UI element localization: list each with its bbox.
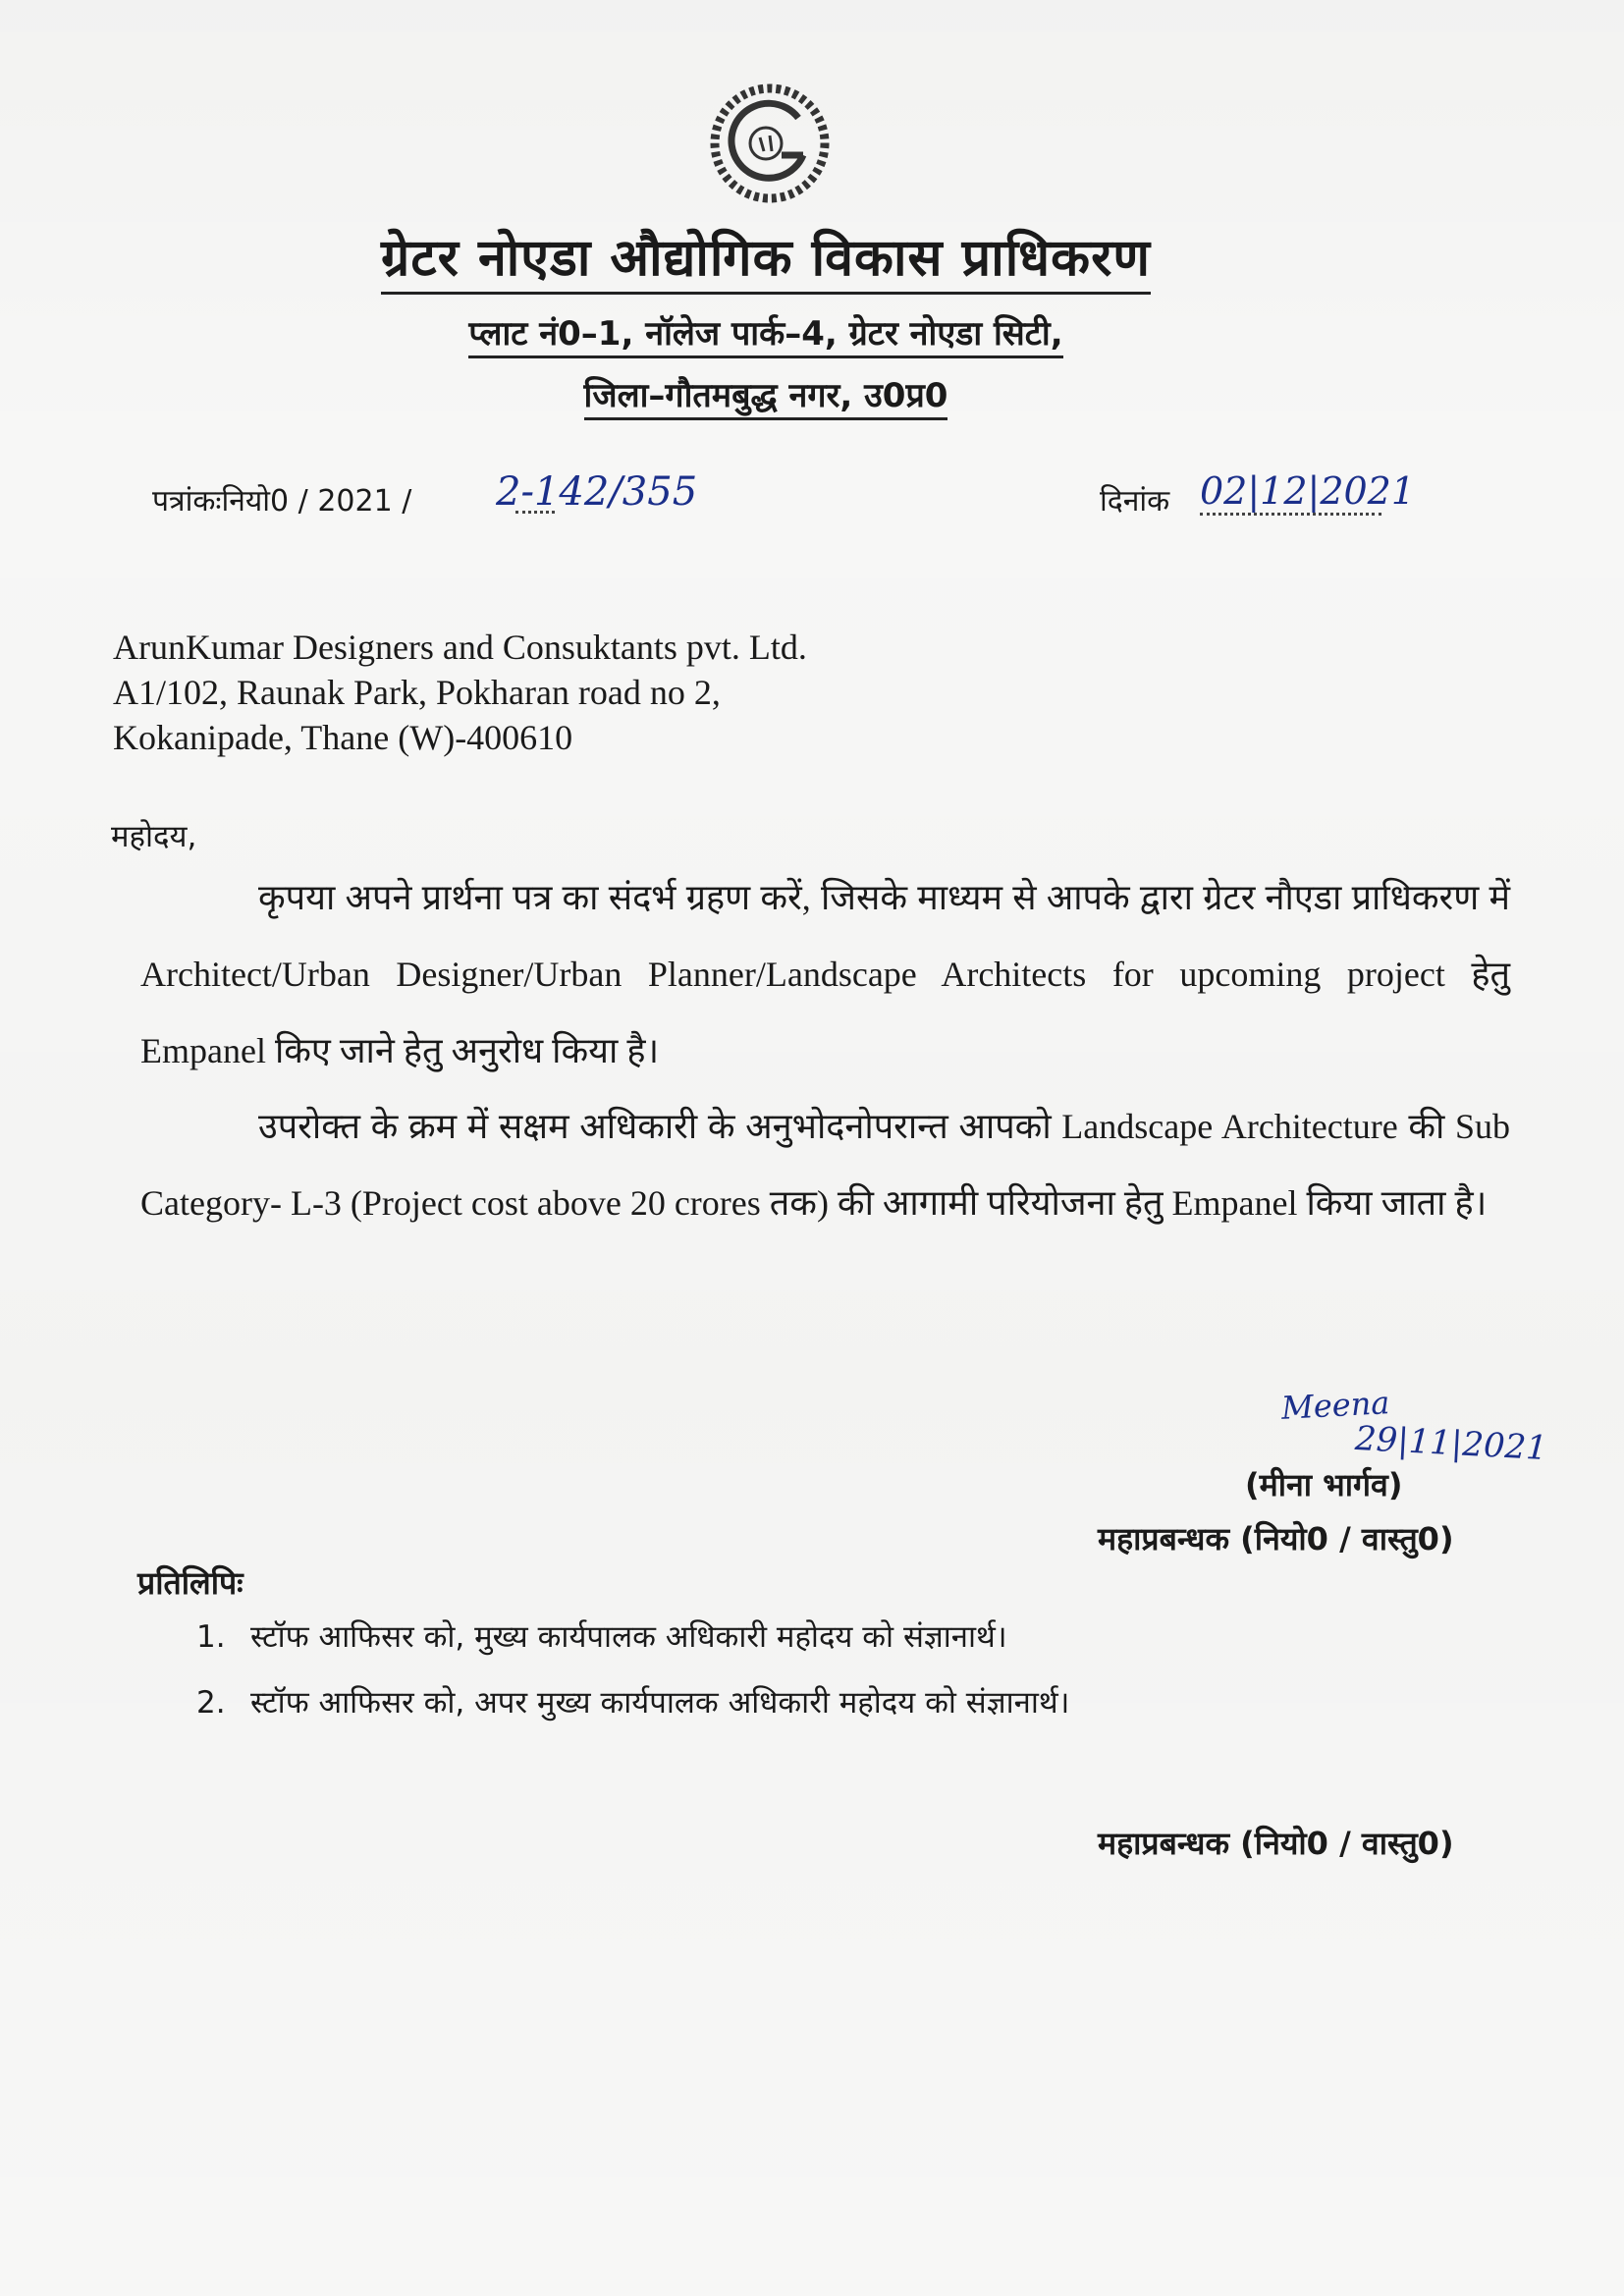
date-handwritten: 02|12|2021 [1200, 469, 1416, 513]
body-paragraph-1-text: कृपया अपने प्रार्थना पत्र का संदर्भ ग्रहण करें, जिसके माध्यम से आपके द्वारा ग्रेटर नौएडा प्राधिकरण में Architect/Urban Designer/Urban Planner/Landscape Architects for upcoming project हेतु Empanel किए जाने हेतु अनुरोध किया है। [140, 878, 1510, 1070]
organization-address-line1: प्लाट नं0–1, नॉलेज पार्क–4, ग्रेटर नोएडा सिटी, [295, 309, 1237, 355]
copy-to-item-text: स्टॉफ आफिसर को, मुख्य कार्यपालक अधिकारी महोदय को संज्ञानार्थ। [250, 1619, 1007, 1655]
copy-to-item [196, 1681, 1069, 1722]
authority-logo-emblem [705, 79, 835, 208]
copy-to-item [196, 1615, 1007, 1657]
organization-address-line2: जिला–गौतमबुद्ध नगर, उ0प्र0 [295, 371, 1237, 416]
copy-to-heading: प्रतिलिपिः [137, 1564, 244, 1602]
salutation: महोदय, [111, 819, 197, 854]
handwritten-signature: Meena [1280, 1384, 1391, 1427]
recipient-line2: A1/102, Raunak Park, Pokharan road no 2, [113, 673, 721, 712]
body-paragraph-2 [140, 1088, 1510, 1241]
date-label: दिनांक [1100, 484, 1170, 519]
copy-to-item-number: 1. [196, 1619, 226, 1655]
footer-designation: महाप्रबन्धक (नियो0 / वास्तु0) [1098, 1825, 1454, 1862]
copy-to-item-text: स्टॉफ आफिसर को, अपर मुख्य कार्यपालक अधिकारी महोदय को संज्ञानार्थ। [250, 1685, 1070, 1721]
body-paragraph-1 [140, 859, 1510, 1089]
reference-number-label: पत्रांकःनियो0 / 2021 / [152, 484, 412, 519]
body-paragraph-2-text: उपरोक्त के क्रम में सक्षम अधिकारी के अनुभोदनोपरान्त आपको Landscape Architecture की Sub Category- L-3 (Project cost above 20 crores तक) की आगामी परियोजना हेतु Empanel किया जाता है। [140, 1107, 1510, 1223]
recipient-line1: ArunKumar Designers and Consuktants pvt. Ltd. [113, 628, 807, 667]
date-dotted-line [1200, 513, 1381, 516]
copy-to-item-number: 2. [196, 1685, 226, 1721]
signatory-designation: महाप्रबन्धक (नियो0 / वास्तु0) [1098, 1520, 1454, 1558]
organization-title: ग्रेटर नोएडा औद्योगिक विकास प्राधिकरण [295, 221, 1237, 291]
recipient-line3: Kokanipade, Thane (W)-400610 [113, 718, 573, 757]
reference-number-handwritten: 2-142/355 [496, 469, 698, 515]
signature-handwritten-date: 29|11|2021 [1354, 1418, 1548, 1469]
signatory-name: (मीना भार्गव) [1245, 1466, 1403, 1503]
